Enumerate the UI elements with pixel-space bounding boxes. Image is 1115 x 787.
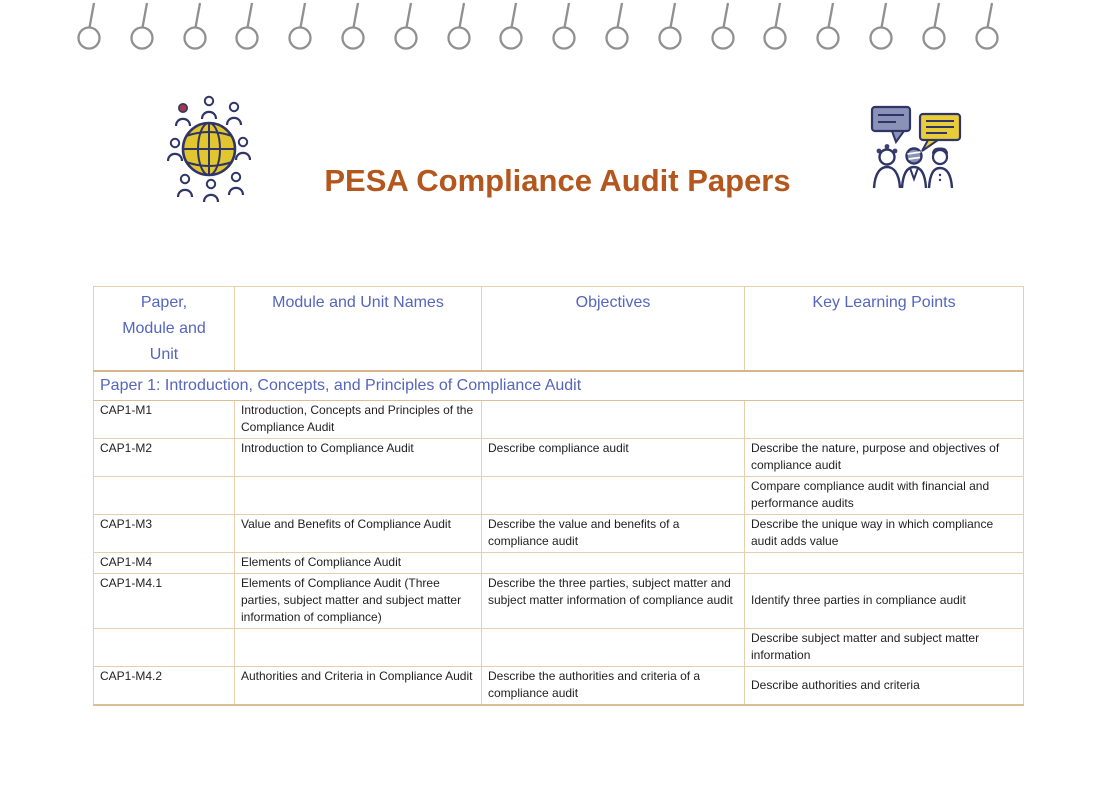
table-cell bbox=[482, 629, 745, 667]
table-cell: Authorities and Criteria in Compliance Audit bbox=[235, 667, 482, 706]
table-cell: Compare compliance audit with financial and performance audits bbox=[745, 477, 1024, 515]
table-cell bbox=[235, 477, 482, 515]
table-row bbox=[94, 515, 1024, 553]
table-cell: Describe the three parties, subject matter and subject matter information of compliance audit bbox=[482, 574, 745, 629]
spiral-binding-icon bbox=[0, 0, 1115, 56]
page-title: PESA Compliance Audit Papers bbox=[324, 163, 791, 198]
table-cell: Describe the authorities and criteria of a compliance audit bbox=[482, 667, 745, 706]
table-cell bbox=[482, 477, 745, 515]
table-row bbox=[94, 667, 1024, 706]
table-cell: CAP1-M4.1 bbox=[94, 574, 235, 629]
table-header-row bbox=[94, 287, 1024, 372]
table-cell: CAP1-M2 bbox=[94, 439, 235, 477]
table-cell bbox=[482, 401, 745, 439]
column-header-label: Paper, Module and Unit bbox=[122, 294, 206, 363]
section-row-paper-1 bbox=[94, 371, 1024, 401]
table-cell: CAP1-M3 bbox=[94, 515, 235, 553]
column-header-module-unit-names: Module and Unit Names bbox=[235, 287, 482, 372]
column-header-paper-module-unit bbox=[94, 287, 235, 372]
table-cell: Identify three parties in compliance audit bbox=[745, 574, 1024, 629]
table-cell: Describe compliance audit bbox=[482, 439, 745, 477]
table-cell: CAP1-M4.2 bbox=[94, 667, 235, 706]
table-cell: Introduction to Compliance Audit bbox=[235, 439, 482, 477]
table-cell bbox=[94, 477, 235, 515]
table-cell bbox=[482, 553, 745, 574]
table-cell: Introduction, Concepts and Principles of the Compliance Audit bbox=[235, 401, 482, 439]
table-cell: Describe the nature, purpose and objectives of compliance audit bbox=[745, 439, 1024, 477]
table-row bbox=[94, 439, 1024, 477]
table-cell bbox=[235, 629, 482, 667]
column-header-key-learning-points: Key Learning Points bbox=[745, 287, 1024, 372]
table-row bbox=[94, 629, 1024, 667]
table-cell: Describe the unique way in which compliance audit adds value bbox=[745, 515, 1024, 553]
table-cell: Describe the value and benefits of a compliance audit bbox=[482, 515, 745, 553]
table-cell: Elements of Compliance Audit bbox=[235, 553, 482, 574]
table-cell bbox=[94, 629, 235, 667]
table-cell bbox=[745, 553, 1024, 574]
table-cell: Value and Benefits of Compliance Audit bbox=[235, 515, 482, 553]
section-title: Paper 1: Introduction, Concepts, and Principles of Compliance Audit bbox=[94, 371, 1024, 401]
table-cell: CAP1-M4 bbox=[94, 553, 235, 574]
table-row bbox=[94, 401, 1024, 439]
column-header-objectives: Objectives bbox=[482, 287, 745, 372]
table-cell: Describe authorities and criteria bbox=[745, 667, 1024, 706]
table-cell bbox=[745, 401, 1024, 439]
table-cell: Elements of Compliance Audit (Three parties, subject matter and subject matter information of compliance) bbox=[235, 574, 482, 629]
table-cell: Describe subject matter and subject matter information bbox=[745, 629, 1024, 667]
table-row bbox=[94, 553, 1024, 574]
table-row bbox=[94, 574, 1024, 629]
table-cell: CAP1-M1 bbox=[94, 401, 235, 439]
table-row bbox=[94, 477, 1024, 515]
compliance-audit-table bbox=[93, 286, 1024, 706]
